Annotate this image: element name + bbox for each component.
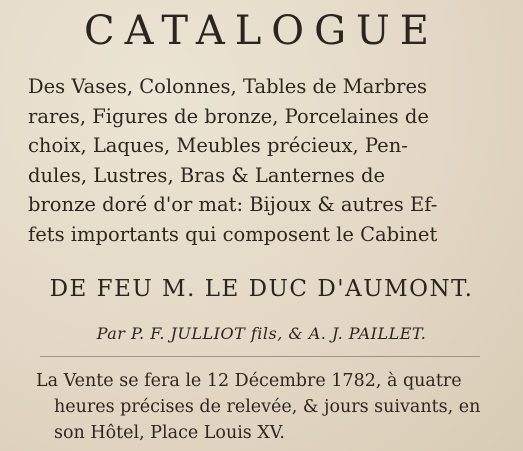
authors-line: Par P. F. JULLIOT fils, & A. J. PAILLET. [96, 324, 427, 343]
description-line: Des Vases, Colonnes, Tables de Marbres [28, 75, 428, 98]
sale-notice [36, 368, 496, 446]
catalogue-title: CATALOGUE [84, 8, 439, 54]
description-line: dules, Lustres, Bras & Lanternes de [28, 163, 386, 187]
catalogue-description [28, 72, 498, 249]
sale-line: heures précises de relevée, & jours suivants, en [54, 397, 481, 417]
description-line: choix, Laques, Meubles précieux, Pen- [28, 134, 408, 157]
sale-line: son Hôtel, Place Louis XV. [54, 423, 285, 443]
divider-rule [40, 356, 480, 357]
description-line: rares, Figures de bronze, Porcelaines de [28, 104, 429, 128]
description-line: bronze doré d'or mat: Bijoux & autres Ef- [28, 193, 438, 216]
sale-line: La Vente se fera le 12 Décembre 1782, à quatre [36, 371, 462, 391]
collection-owner-heading: DE FEU M. LE DUC D'AUMONT. [49, 276, 474, 302]
description-line: fets importants qui composent le Cabinet [28, 222, 438, 246]
